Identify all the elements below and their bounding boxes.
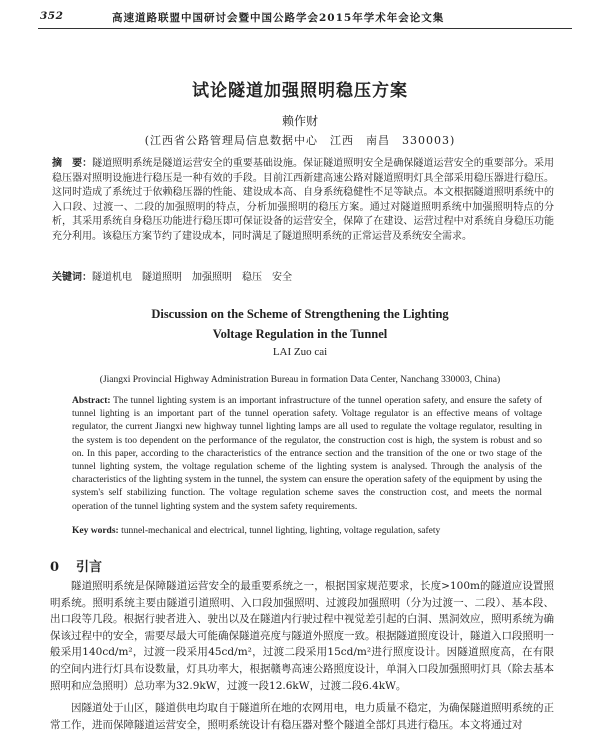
journal-title: 高速道路联盟中国研讨会暨中国公路学会2015年学术年会论文集 [112,12,445,24]
body-paragraph: 因隧道处于山区，隧道供电均取自于隧道所在地的农网用电，电力质量不稳定，为确保隧道照明系统的正常工作，进而保障隧道运营安全，照明系统设计有稳压器对整个隧道全部灯具进行稳压。本文将通过对 [50,702,554,731]
page-number: 352 [40,10,64,22]
chinese-title: 试论隧道加强照明稳压方案 [192,81,408,101]
running-header [40,10,570,28]
english-abstract [72,395,542,514]
english-title-line2: Voltage Regulation in the Tunnel [212,327,388,341]
chinese-abstract-label: 摘 要： [52,158,93,169]
chinese-keywords [52,271,554,285]
section-title: 引言 [76,560,103,575]
chinese-keywords-label: 关键词： [52,272,92,283]
english-affiliation: (Jiangxi Provincial Highway Administration Bureau in formation Data Center, Nanchang 330003, China) [99,375,501,385]
english-author: LAI Zuo cai [272,346,328,358]
header-rule [38,28,572,29]
chinese-abstract-text: 隧道照明系统是隧道运营安全的重要基础设施。保证隧道照明安全是确保隧道运营安全的重要部分。采用稳压器对照明设施进行稳压是一种有效的手段。目前江西新建高速公路对隧道照明灯具全部采用稳压器进行稳压。这同时造成了系统过于依赖稳压器的性能、建设成本高、自身系统稳健性不足等缺点。本文根据隧道照明系统中的入口段、过渡一、二段的加强照明的特点，分析加强照明的稳压方案。通过对隧道照明系统中加强照明特点的分析，其采用系统自身稳压功能进行稳压即可保证设备的运营安全，保障了在建设、运营过程中对系统自身稳压功能充分利用。该稳压方案节约了建设成本，同时满足了隧道照明系统的正常运营及系统安全需求。 [52,158,555,242]
chinese-abstract [52,157,554,244]
english-abstract-label: Abstract: [72,396,111,406]
english-keywords-label: Key words: [72,526,119,536]
chinese-author: 赖作财 [281,114,318,128]
english-keywords [72,526,542,536]
body-paragraph: 隧道照明系统是保障隧道运营安全的最重要系统之一，根据国家规范要求，长度>100m的隧道应设置照明系统。照明系统主要由隧道引道照明、入口段加强照明、过渡段加强照明（分为过渡一、二段）、基本段、出口段等几段。根据行驶者进入、驶出以及在隧道内行驶过程中视觉差引起的白洞、黑洞效应，照明系统为确保该过程中的安全，需要尽最大可能确保隧道亮度与隧道外照度一致。根据隧道照度设计，隧道入口段照明一般采用140cd/m²，过渡一段采用45cd/m²，过渡二段采用15cd/m²进行照度设计。因隧道照度高，在有限的空间内进行灯具布设数量，灯具功率大，根据赣粤高速公路照度设计，单洞入口段加强照明灯具（除去基本照明和应急照明）总功率为32.9kW，过渡一段12.6kW，过渡二段6.4kW。 [50,580,554,692]
english-keywords-text: tunnel-mechanical and electrical, tunnel lighting, lighting, voltage regulation, safety [121,526,441,536]
chinese-keywords-text: 隧道机电 隧道照明 加强照明 稳压 安全 [92,272,292,283]
english-title-line1: Discussion on the Scheme of Strengthening the Lighting [151,307,449,321]
english-abstract-text: The tunnel lighting system is an important infrastructure of the tunnel operation safety, and ensure the safety of tunnel lighting is an important part of the tunnel operation safety. Voltage regulator is an effective means of voltage regulator, the current Jiangxi new highway tunnel lighting lamps are all used to regulate the voltage regulator, resulting in the system is too dependent on the performance of the regulator, the construction cost is high, the system is robust and so on. In this paper, according to the characteristics of the entrance section and the transition of the one or two stage of the tunnel lighting system, the voltage regulation scheme of the lighting system is analysed. Through the analysis of the characteristics of the lighting system in the tunnel, the system can ensure the operation safety of the equipment by using the system's self stabilizing function. The voltage regulation scheme saves the construction cost, and meets the normal operation of the tunnel lighting system and the system safety requirements. [72,396,542,512]
english-title [0,304,600,344]
chinese-affiliation: (江西省公路管理局信息数据中心 江西 南昌 330003) [144,134,456,147]
section-heading [50,556,102,575]
section-number: 0 [50,560,60,575]
